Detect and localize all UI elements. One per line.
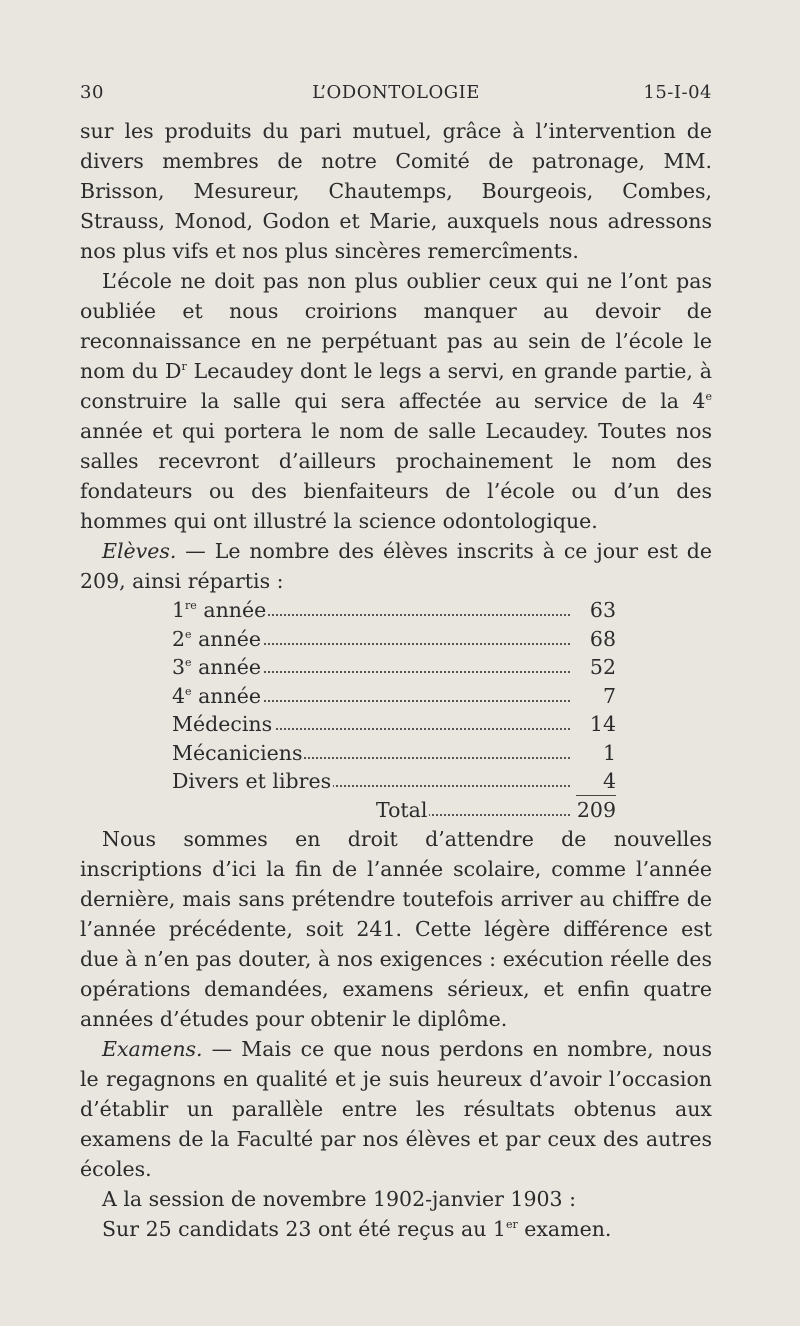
student-count: 63 — [589, 598, 616, 622]
paragraph-lecaudey — [80, 266, 712, 536]
student-category: 3e année — [172, 655, 261, 679]
student-row — [80, 625, 712, 654]
page-body — [80, 116, 712, 1244]
student-count: 4 — [602, 769, 616, 793]
text-segment: — Mais ce que nous perdons en nombre, nous le regagnons en qualité et je suis heureux d’avoir l’occasion d’établir un parallèle entre les résultats obtenus aux examens de la Faculté par nos élèves et par ceux des autres écoles. — [80, 1037, 712, 1181]
superscript: r — [181, 360, 187, 374]
results-line — [80, 1214, 712, 1244]
text-segment: examen. — [517, 1217, 612, 1241]
total-label: Total — [376, 797, 428, 822]
session-line: A la session de novembre 1902-janvier 1903 : — [102, 1187, 577, 1211]
text-segment: — Le nombre des élèves inscrits à ce jour est de 209, ainsi répartis : — [80, 539, 712, 593]
student-row — [80, 682, 712, 711]
paragraph-eleves — [80, 536, 712, 596]
superscript: e — [705, 390, 712, 404]
student-category: 2e année — [172, 626, 261, 651]
student-category: 1re année — [172, 598, 267, 622]
student-row — [80, 653, 712, 682]
student-count: 7 — [602, 683, 616, 708]
student-category: Divers et libres — [172, 769, 332, 793]
student-row — [80, 710, 712, 739]
paragraph-inscriptions: Nous sommes en droit d’attendre de nouvelles inscriptions d’ici la fin de l’année scolaire, comme l’année dernière, mais sans prétendre toutefois arriver au chiffre de l’année précédente, soit 241. Cette légère différence est due à n’en pas douter, à nos exigences : exécution réelle des opérations demandées, examens sérieux, et enfin quatre années d’études pour obtenir le diplôme. — [80, 827, 712, 1031]
issue-date: 15-I-04 — [643, 82, 712, 103]
section-heading-eleves: Elèves. — [102, 539, 177, 563]
student-row — [80, 596, 712, 625]
student-count: 52 — [589, 655, 616, 679]
total-value: 209 — [576, 797, 616, 822]
total-row — [80, 796, 712, 825]
page-header — [80, 82, 712, 112]
paragraph-examens — [80, 1034, 712, 1184]
student-count: 14 — [589, 712, 616, 736]
paragraph-funding: sur les produits du pari mutuel, grâce à l’intervention de divers membres de notre Comité de patronage, MM. Brisson, Mesureur, Chautemps, Bourgeois, Combes, Strauss, Monod, Godon et Marie, auxquels nous adressons nos plus vifs et nos plus sincères remercîments. — [80, 119, 712, 263]
text-segment: année et qui portera le nom de salle Lecaudey. Toutes nos salles recevront d’ailleurs prochainement le nom des fondateurs ou des bienfaiteurs de l’école ou d’un des hommes qui ont illustré la science odontologique. — [80, 419, 712, 533]
student-category: Mécaniciens — [172, 740, 303, 765]
student-category: 4e année — [172, 683, 261, 708]
text-segment: Lecaudey dont le legs a servi, en grande partie, à construire la salle qui sera affectée au service de la 4 — [80, 359, 712, 413]
student-table — [80, 596, 712, 796]
running-title: L’ODONTOLOGIE — [312, 82, 480, 103]
student-row — [80, 739, 712, 768]
student-count: 1 — [602, 740, 616, 765]
student-count: 68 — [589, 626, 616, 651]
text-segment: L’école ne doit pas non plus oublier ceux qui ne l’ont pas oubliée et nous croirions manquer au devoir de reconnaissance en ne perpétuant pas au sein de l’école le nom du D — [80, 269, 712, 383]
page-number: 30 — [80, 82, 104, 103]
text-segment: Sur 25 candidats 23 ont été reçus au 1 — [102, 1217, 506, 1241]
student-row — [80, 767, 712, 796]
superscript: er — [505, 1218, 518, 1232]
student-category: Médecins — [172, 712, 273, 736]
section-heading-examens: Examens. — [102, 1037, 203, 1061]
